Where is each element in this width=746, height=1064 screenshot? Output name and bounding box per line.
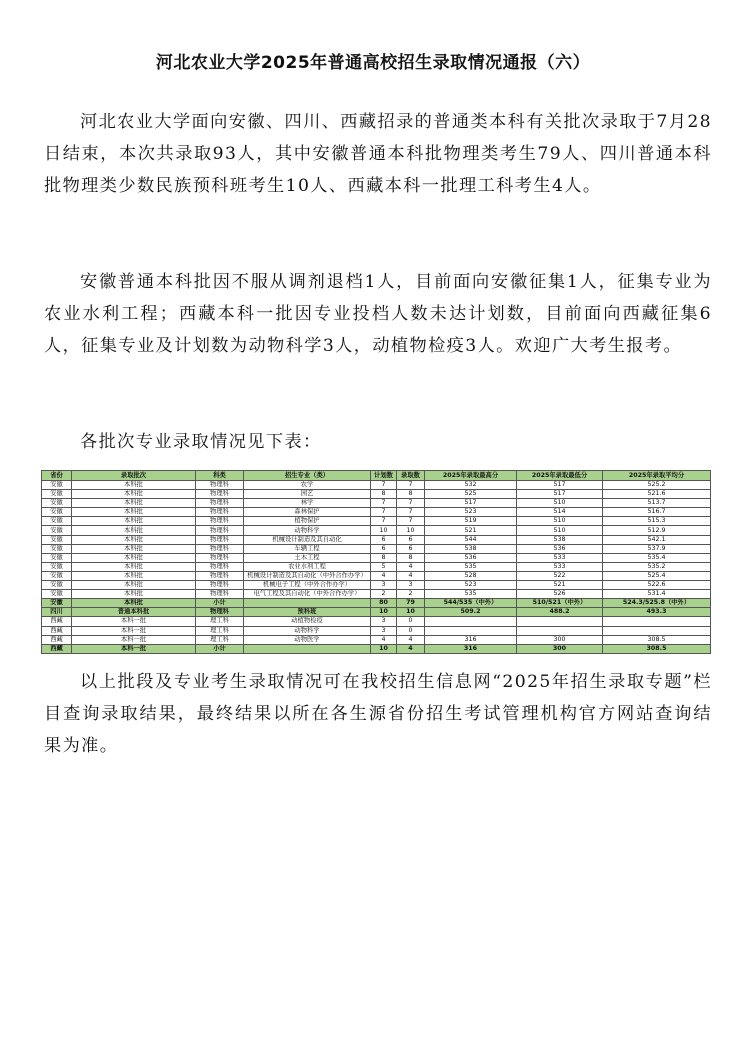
table-cell: 521 [425, 526, 517, 535]
table-row [42, 535, 711, 544]
table-cell [517, 626, 603, 635]
table-cell: 本科批 [72, 517, 196, 526]
table-cell: 525 [425, 490, 517, 499]
table-cell: 10 [371, 644, 397, 653]
table-cell: 3 [397, 581, 425, 590]
table-cell: 515.3 [603, 517, 711, 526]
table-cell: 物理科 [196, 590, 244, 599]
table-row [42, 553, 711, 562]
table-cell: 316 [425, 644, 517, 653]
table-cell: 300 [517, 644, 603, 653]
table-cell: 6 [371, 544, 397, 553]
table-cell: 安徽 [42, 544, 72, 553]
paragraph-query-notice: 以上批段及专业考生录取情况可在我校招生信息网“2025年招生录取专题”栏目查询录取结果，最终结果以所在各生源省份招生考试管理机构官方网站查询结果为准。 [44, 672, 712, 756]
table-cell: 2 [371, 590, 397, 599]
paragraph-supplementary-enrollment: 安徽普通本科批因不服从调剂退档1人，目前面向安徽征集1人，征集专业为农业水利工程；西藏本科一批因专业投档人数未达计划数，目前面向西藏征集6人，征集专业及计划数为动物科学3人，动植物检疫3人。欢迎广大考生报考。 [44, 272, 712, 356]
table-row [42, 499, 711, 508]
table-cell: 动物科学 [244, 626, 371, 635]
table-cell: 517 [425, 499, 517, 508]
table-cell: 524.3/525.8（中外） [603, 599, 711, 608]
table-cell: 513.7 [603, 499, 711, 508]
table-cell: 小计 [196, 644, 244, 653]
table-row [42, 581, 711, 590]
table-cell: 安徽 [42, 481, 72, 490]
table-cell: 8 [397, 490, 425, 499]
table-subtotal-row [42, 599, 711, 608]
table-cell: 519 [425, 517, 517, 526]
table-cell: 本科批 [72, 490, 196, 499]
table-cell: 10 [371, 526, 397, 535]
table-cell: 532 [425, 481, 517, 490]
table-cell: 理工科 [196, 626, 244, 635]
table-cell: 3 [371, 581, 397, 590]
table-cell: 3 [371, 617, 397, 626]
table-cell: 物理科 [196, 499, 244, 508]
table-cell: 西藏 [42, 644, 72, 653]
table-cell: 0 [397, 626, 425, 635]
table-cell: 8 [371, 553, 397, 562]
table-cell: 488.2 [517, 608, 603, 617]
table-cell: 535 [425, 562, 517, 571]
table-cell: 普通本科批 [72, 608, 196, 617]
table-cell: 308.5 [603, 635, 711, 644]
table-cell: 4 [397, 571, 425, 580]
table-cell: 物理科 [196, 526, 244, 535]
table-cell: 542.1 [603, 535, 711, 544]
table-cell: 安徽 [42, 562, 72, 571]
table-cell: 510 [517, 517, 603, 526]
table-cell: 4 [371, 571, 397, 580]
table-cell [425, 626, 517, 635]
table-cell: 7 [397, 499, 425, 508]
table-cell: 安徽 [42, 571, 72, 580]
table-cell: 土木工程 [244, 553, 371, 562]
table-cell: 4 [397, 635, 425, 644]
table-row [42, 526, 711, 535]
table-cell: 安徽 [42, 526, 72, 535]
table-cell: 7 [371, 499, 397, 508]
table-cell: 535 [425, 590, 517, 599]
paragraph-admission-summary: 河北农业大学面向安徽、四川、西藏招录的普通类本科有关批次录取于7月28日结束，本次共录取93人，其中安徽普通本科批物理类考生79人、四川普通本科批物理类少数民族预科班考生10人、西藏本科一批理工科考生4人。 [44, 112, 712, 196]
table-cell: 8 [397, 553, 425, 562]
table-cell: 安徽 [42, 599, 72, 608]
table-cell: 西藏 [42, 617, 72, 626]
table-header-cell: 2025年录取最高分 [425, 471, 517, 481]
table-cell: 514 [517, 508, 603, 517]
table-header-cell: 录取批次 [72, 471, 196, 481]
table-cell: 本科批 [72, 590, 196, 599]
table-cell: 本科批 [72, 481, 196, 490]
table-cell: 4 [397, 562, 425, 571]
table-cell: 538 [517, 535, 603, 544]
table-cell: 本科批 [72, 553, 196, 562]
table-cell: 植物保护 [244, 517, 371, 526]
table-cell: 517 [517, 481, 603, 490]
table-cell: 动物医学 [244, 635, 371, 644]
table-cell: 523 [425, 581, 517, 590]
table-cell: 535.2 [603, 562, 711, 571]
table-header-cell: 省份 [42, 471, 72, 481]
table-cell: 538 [425, 544, 517, 553]
table-cell: 516.7 [603, 508, 711, 517]
table-cell: 本科批 [72, 499, 196, 508]
table-cell: 理工科 [196, 635, 244, 644]
table-cell: 7 [371, 481, 397, 490]
table-cell: 79 [397, 599, 425, 608]
table-cell: 安徽 [42, 508, 72, 517]
table-cell: 523 [425, 508, 517, 517]
table-cell: 电气工程及其自动化（中外合作办学） [244, 590, 371, 599]
table-cell: 本科批 [72, 535, 196, 544]
table-cell: 四川 [42, 608, 72, 617]
page-title: 河北农业大学2025年普通高校招生录取情况通报（六） [155, 53, 591, 73]
table-cell [244, 599, 371, 608]
table-cell: 本科批 [72, 562, 196, 571]
table-subtotal-row [42, 608, 711, 617]
table-cell: 512.9 [603, 526, 711, 535]
table-cell [603, 626, 711, 635]
table-row [42, 481, 711, 490]
table-cell: 本科批 [72, 599, 196, 608]
table-cell: 525.2 [603, 481, 711, 490]
table-cell: 本科一批 [72, 635, 196, 644]
table-cell: 531.4 [603, 590, 711, 599]
table-row [42, 635, 711, 644]
table-cell: 农学 [244, 481, 371, 490]
table-cell: 10 [397, 608, 425, 617]
table-header-cell: 录取数 [397, 471, 425, 481]
table-subtotal-row [42, 644, 711, 653]
paragraph-table-intro: 各批次专业录取情况见下表： [80, 432, 322, 452]
table-cell: 西藏 [42, 626, 72, 635]
table-cell: 4 [371, 635, 397, 644]
table-cell: 6 [397, 535, 425, 544]
table-cell: 机械电子工程（中外合作办学） [244, 581, 371, 590]
table-row [42, 617, 711, 626]
table-cell: 机械设计制造及其自动化（中外合作办学） [244, 571, 371, 580]
table-row [42, 544, 711, 553]
table-cell: 安徽 [42, 590, 72, 599]
table-cell: 10 [371, 608, 397, 617]
table-cell: 机械设计制造及其自动化 [244, 535, 371, 544]
table-cell: 533 [517, 562, 603, 571]
table-cell: 537.9 [603, 544, 711, 553]
table-header-cell: 2025年录取最低分 [517, 471, 603, 481]
table-cell: 10 [397, 526, 425, 535]
table-row [42, 562, 711, 571]
table-cell: 522.6 [603, 581, 711, 590]
table-cell: 安徽 [42, 553, 72, 562]
admission-table [41, 470, 711, 654]
table-cell: 510/521（中外） [517, 599, 603, 608]
table-cell: 本科一批 [72, 644, 196, 653]
table-cell: 300 [517, 635, 603, 644]
table-cell: 物理科 [196, 544, 244, 553]
table-cell: 物理科 [196, 535, 244, 544]
table-cell: 车辆工程 [244, 544, 371, 553]
table-cell: 510 [517, 526, 603, 535]
table-cell: 3 [371, 626, 397, 635]
table-cell: 316 [425, 635, 517, 644]
table-cell: 动植物检疫 [244, 617, 371, 626]
table-cell: 安徽 [42, 490, 72, 499]
table-cell: 536 [517, 544, 603, 553]
table-cell: 本科一批 [72, 617, 196, 626]
table-cell: 林学 [244, 499, 371, 508]
table-cell: 农业水利工程 [244, 562, 371, 571]
table-cell: 西藏 [42, 635, 72, 644]
table-cell [425, 617, 517, 626]
table-cell: 本科批 [72, 544, 196, 553]
table-cell: 本科批 [72, 508, 196, 517]
table-header-cell: 2025年录取平均分 [603, 471, 711, 481]
table-cell: 80 [371, 599, 397, 608]
table-header-cell: 计划数 [371, 471, 397, 481]
table-cell [603, 617, 711, 626]
table-cell: 544/535（中外） [425, 599, 517, 608]
table-row [42, 517, 711, 526]
table-cell: 理工科 [196, 617, 244, 626]
table-cell: 物理科 [196, 481, 244, 490]
table-row [42, 626, 711, 635]
table-cell: 2 [397, 590, 425, 599]
table-cell: 物理科 [196, 490, 244, 499]
table-cell: 7 [371, 508, 397, 517]
table-cell: 物理科 [196, 562, 244, 571]
table-cell: 533 [517, 553, 603, 562]
table-cell: 本科批 [72, 526, 196, 535]
table-header-cell: 科类 [196, 471, 244, 481]
table-cell: 物理科 [196, 608, 244, 617]
table-cell: 6 [397, 544, 425, 553]
table-cell: 预科班 [244, 608, 371, 617]
table-cell: 物理科 [196, 571, 244, 580]
table-cell: 6 [371, 535, 397, 544]
table-cell: 安徽 [42, 581, 72, 590]
table-cell: 517 [517, 490, 603, 499]
table-cell: 521 [517, 581, 603, 590]
table-cell: 本科批 [72, 581, 196, 590]
table-cell: 物理科 [196, 508, 244, 517]
table-cell: 本科批 [72, 571, 196, 580]
table-cell [244, 644, 371, 653]
table-cell: 4 [397, 644, 425, 653]
admission-table-container [41, 470, 710, 654]
table-cell: 526 [517, 590, 603, 599]
table-cell: 522 [517, 571, 603, 580]
table-cell: 5 [371, 562, 397, 571]
table-header-row [42, 471, 711, 481]
table-cell: 509.2 [425, 608, 517, 617]
table-cell: 0 [397, 617, 425, 626]
table-header-cell: 招生专业（类） [244, 471, 371, 481]
table-cell: 7 [397, 481, 425, 490]
table-cell: 小计 [196, 599, 244, 608]
table-cell: 536 [425, 553, 517, 562]
table-row [42, 508, 711, 517]
table-body [42, 481, 711, 654]
table-cell: 安徽 [42, 517, 72, 526]
table-cell: 安徽 [42, 535, 72, 544]
table-cell: 493.3 [603, 608, 711, 617]
table-cell: 535.4 [603, 553, 711, 562]
table-cell: 8 [371, 490, 397, 499]
table-row [42, 590, 711, 599]
table-cell: 园艺 [244, 490, 371, 499]
table-cell: 7 [397, 508, 425, 517]
table-row [42, 490, 711, 499]
table-cell [517, 617, 603, 626]
table-cell: 物理科 [196, 581, 244, 590]
table-cell: 528 [425, 571, 517, 580]
table-cell: 本科一批 [72, 626, 196, 635]
table-cell: 7 [371, 517, 397, 526]
table-cell: 525.4 [603, 571, 711, 580]
table-cell: 308.5 [603, 644, 711, 653]
table-cell: 物理科 [196, 553, 244, 562]
table-cell: 521.6 [603, 490, 711, 499]
table-cell: 物理科 [196, 517, 244, 526]
table-cell: 7 [397, 517, 425, 526]
table-cell: 安徽 [42, 499, 72, 508]
table-row [42, 571, 711, 580]
table-cell: 动物科学 [244, 526, 371, 535]
table-cell: 544 [425, 535, 517, 544]
table-cell: 510 [517, 499, 603, 508]
table-cell: 森林保护 [244, 508, 371, 517]
